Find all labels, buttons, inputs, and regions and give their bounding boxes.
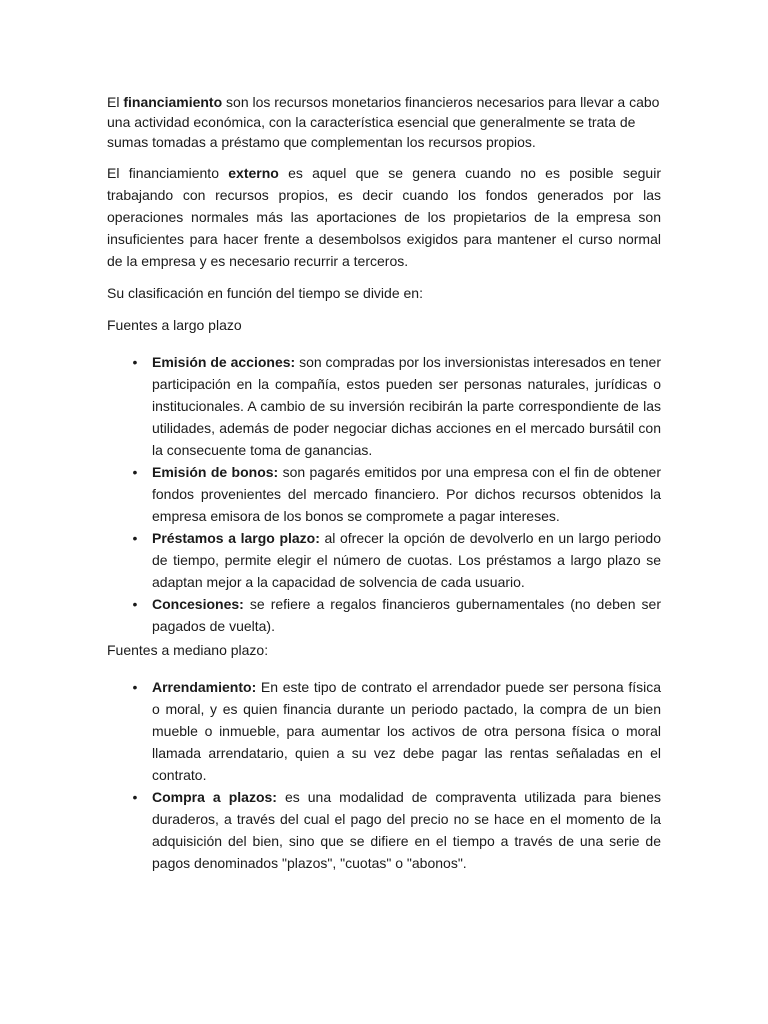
classification-paragraph: Su clasificación en función del tiempo se divide en: <box>107 285 423 301</box>
item-text: al ofrecer la opción de devolverlo en un largo periodo de tiempo, permite elegir el número de cuotas. Los préstamos a largo plazo se adaptan mejor a la capacidad de solvencia de cada usuario. <box>152 530 661 590</box>
list-item <box>107 461 661 527</box>
item-text: son pagarés emitidos por una empresa con el fin de obtener fondos provenientes del mercado financiero. Por dichos recursos obtenidos la empresa emisora de los bonos se compromete a pagar intereses. <box>152 464 661 524</box>
external-term: externo <box>228 165 279 181</box>
intro-lead: El <box>107 94 124 110</box>
intro-rest: son los recursos monetarios financieros necesarios para llevar a cabo una actividad económica, con la característica esencial que generalmente se trata de sumas tomadas a préstamo que complementan los recursos propios. <box>107 94 660 150</box>
bullet-icon: • <box>132 789 138 805</box>
item-text: son compradas por los inversionistas interesados en tener participación en la compañía, estos pueden ser personas naturales, jurídicas o institucionales. A cambio de su inversión recibirán la parte correspondiente de las utilidades, además de poder negociar dichas acciones en el mercado bursátil con la consecuente toma de ganancias. <box>152 354 661 458</box>
item-term: Préstamos a largo plazo: <box>152 530 320 546</box>
item-term: Emisión de acciones: <box>152 354 296 370</box>
bullet-icon: • <box>132 464 138 480</box>
item-text: se refiere a regalos financieros gubernamentales (no deben ser pagados de vuelta). <box>152 596 661 634</box>
medium-term-list <box>107 676 661 874</box>
item-term: Concesiones: <box>152 596 244 612</box>
medium-term-heading: Fuentes a mediano plazo: <box>107 642 269 658</box>
list-item <box>107 676 661 786</box>
item-term: Arrendamiento: <box>152 679 257 695</box>
external-rest: es aquel que se genera cuando no es posible seguir trabajando con recursos propios, es decir cuando los fondos generados por las operaciones normales más las aportaciones de los propietarios de la empresa son insuficientes para hacer frente a desembolsos exigidos para mantener el curso normal de la empresa y es necesario recurrir a terceros. <box>107 165 661 269</box>
bullet-icon: • <box>132 530 138 546</box>
bullet-icon: • <box>132 596 138 612</box>
intro-paragraph <box>107 92 661 152</box>
item-term: Compra a plazos: <box>152 789 277 805</box>
document-body <box>107 92 661 874</box>
external-lead: El financiamiento <box>107 165 229 181</box>
bullet-icon: • <box>132 354 138 370</box>
long-term-heading: Fuentes a largo plazo <box>107 317 242 333</box>
list-item <box>107 786 661 874</box>
item-text: es una modalidad de compraventa utilizada para bienes duraderos, a través del cual el pago del precio no se hace en el momento de la adquisición del bien, sino que se difiere en el tiempo a través de una serie de pagos denominados "plazos", "cuotas" o "abonos". <box>152 789 661 871</box>
external-paragraph <box>107 162 661 272</box>
list-item <box>107 527 661 593</box>
list-item <box>107 351 661 461</box>
bullet-icon: • <box>132 679 138 695</box>
list-item <box>107 593 661 637</box>
intro-term: financiamiento <box>123 94 223 110</box>
item-term: Emisión de bonos: <box>152 464 279 480</box>
item-text: En este tipo de contrato el arrendador puede ser persona física o moral, y es quien financia durante un periodo pactado, la compra de un bien mueble o inmueble, para aumentar los activos de otra persona física o moral llamada arrendatario, quien a su vez debe pagar las rentas señaladas en el contrato. <box>152 679 661 783</box>
long-term-list <box>107 351 661 637</box>
